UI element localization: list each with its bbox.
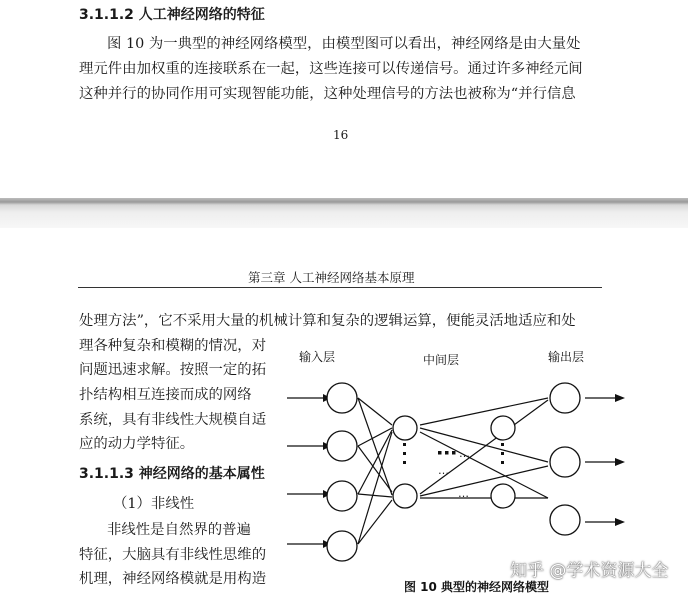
paragraph-line: 图 10 为一典型的神经网络模型，由模型图可以看出，神经网络是由大量处 xyxy=(107,36,581,52)
output-node xyxy=(550,447,580,477)
label-output-layer: 输出层 xyxy=(548,350,585,364)
paragraph-line: 这种并行的协同作用可实现智能功能，这种处理信号的方法也被称为“并行信息 xyxy=(79,86,576,102)
page-number: 16 xyxy=(333,128,349,142)
subheading-nonlinearity: （1）非线性 xyxy=(113,496,195,512)
output-node xyxy=(550,505,580,535)
input-node xyxy=(327,481,357,511)
section-heading-3-1-1-3: 3.1.1.3 神经网络的基本属性 xyxy=(79,466,265,482)
paragraph-line: 问题迅速求解。按照一定的拓 xyxy=(79,362,267,378)
hidden-node xyxy=(393,416,417,440)
ellipsis-bottom-right: … xyxy=(458,487,469,500)
output-node xyxy=(550,383,580,413)
paragraph-line: 应的动力学特征。 xyxy=(79,436,195,452)
paragraph-line: 机理，神经网络模就是用构造 xyxy=(79,571,267,587)
ellipsis-bottom: … xyxy=(438,464,449,477)
figure-caption: 图 10 典型的神经网络模型 xyxy=(404,580,550,594)
watermark: 知乎 @学术资源大全 xyxy=(510,561,669,581)
hidden-node xyxy=(393,484,417,508)
input-node xyxy=(327,383,357,413)
hidden-node xyxy=(491,484,515,508)
input-node xyxy=(327,431,357,461)
paragraph-line: 特征，大脑具有非线性思维的 xyxy=(79,547,267,563)
label-input-layer: 输入层 xyxy=(299,350,336,364)
paragraph-line: 非线性是自然界的普遍 xyxy=(107,522,251,538)
section-heading-3-1-1-2: 3.1.1.2 人工神经网络的特征 xyxy=(79,7,265,23)
label-hidden-layer: 中间层 xyxy=(423,353,460,367)
paragraph-line: 理元件由加权重的连接联系在一起，这些连接可以传递信号。通过许多神经元间 xyxy=(79,61,583,77)
input-node xyxy=(327,531,357,561)
ellipsis-mid: … xyxy=(459,447,470,460)
paragraph-line: 理各种复杂和模糊的情况，对 xyxy=(79,338,267,354)
paragraph-line: 系统，具有非线性大规模自适 xyxy=(79,412,267,428)
hidden-node xyxy=(491,416,515,440)
running-header: 第三章 人工神经网络基本原理 xyxy=(248,270,415,285)
paragraph-line: 扑结构相互连接而成的网络 xyxy=(79,387,252,403)
paragraph-line: 处理方法”，它不采用大量的机械计算和复杂的逻辑运算，便能灵活地适应和处 xyxy=(79,313,576,329)
